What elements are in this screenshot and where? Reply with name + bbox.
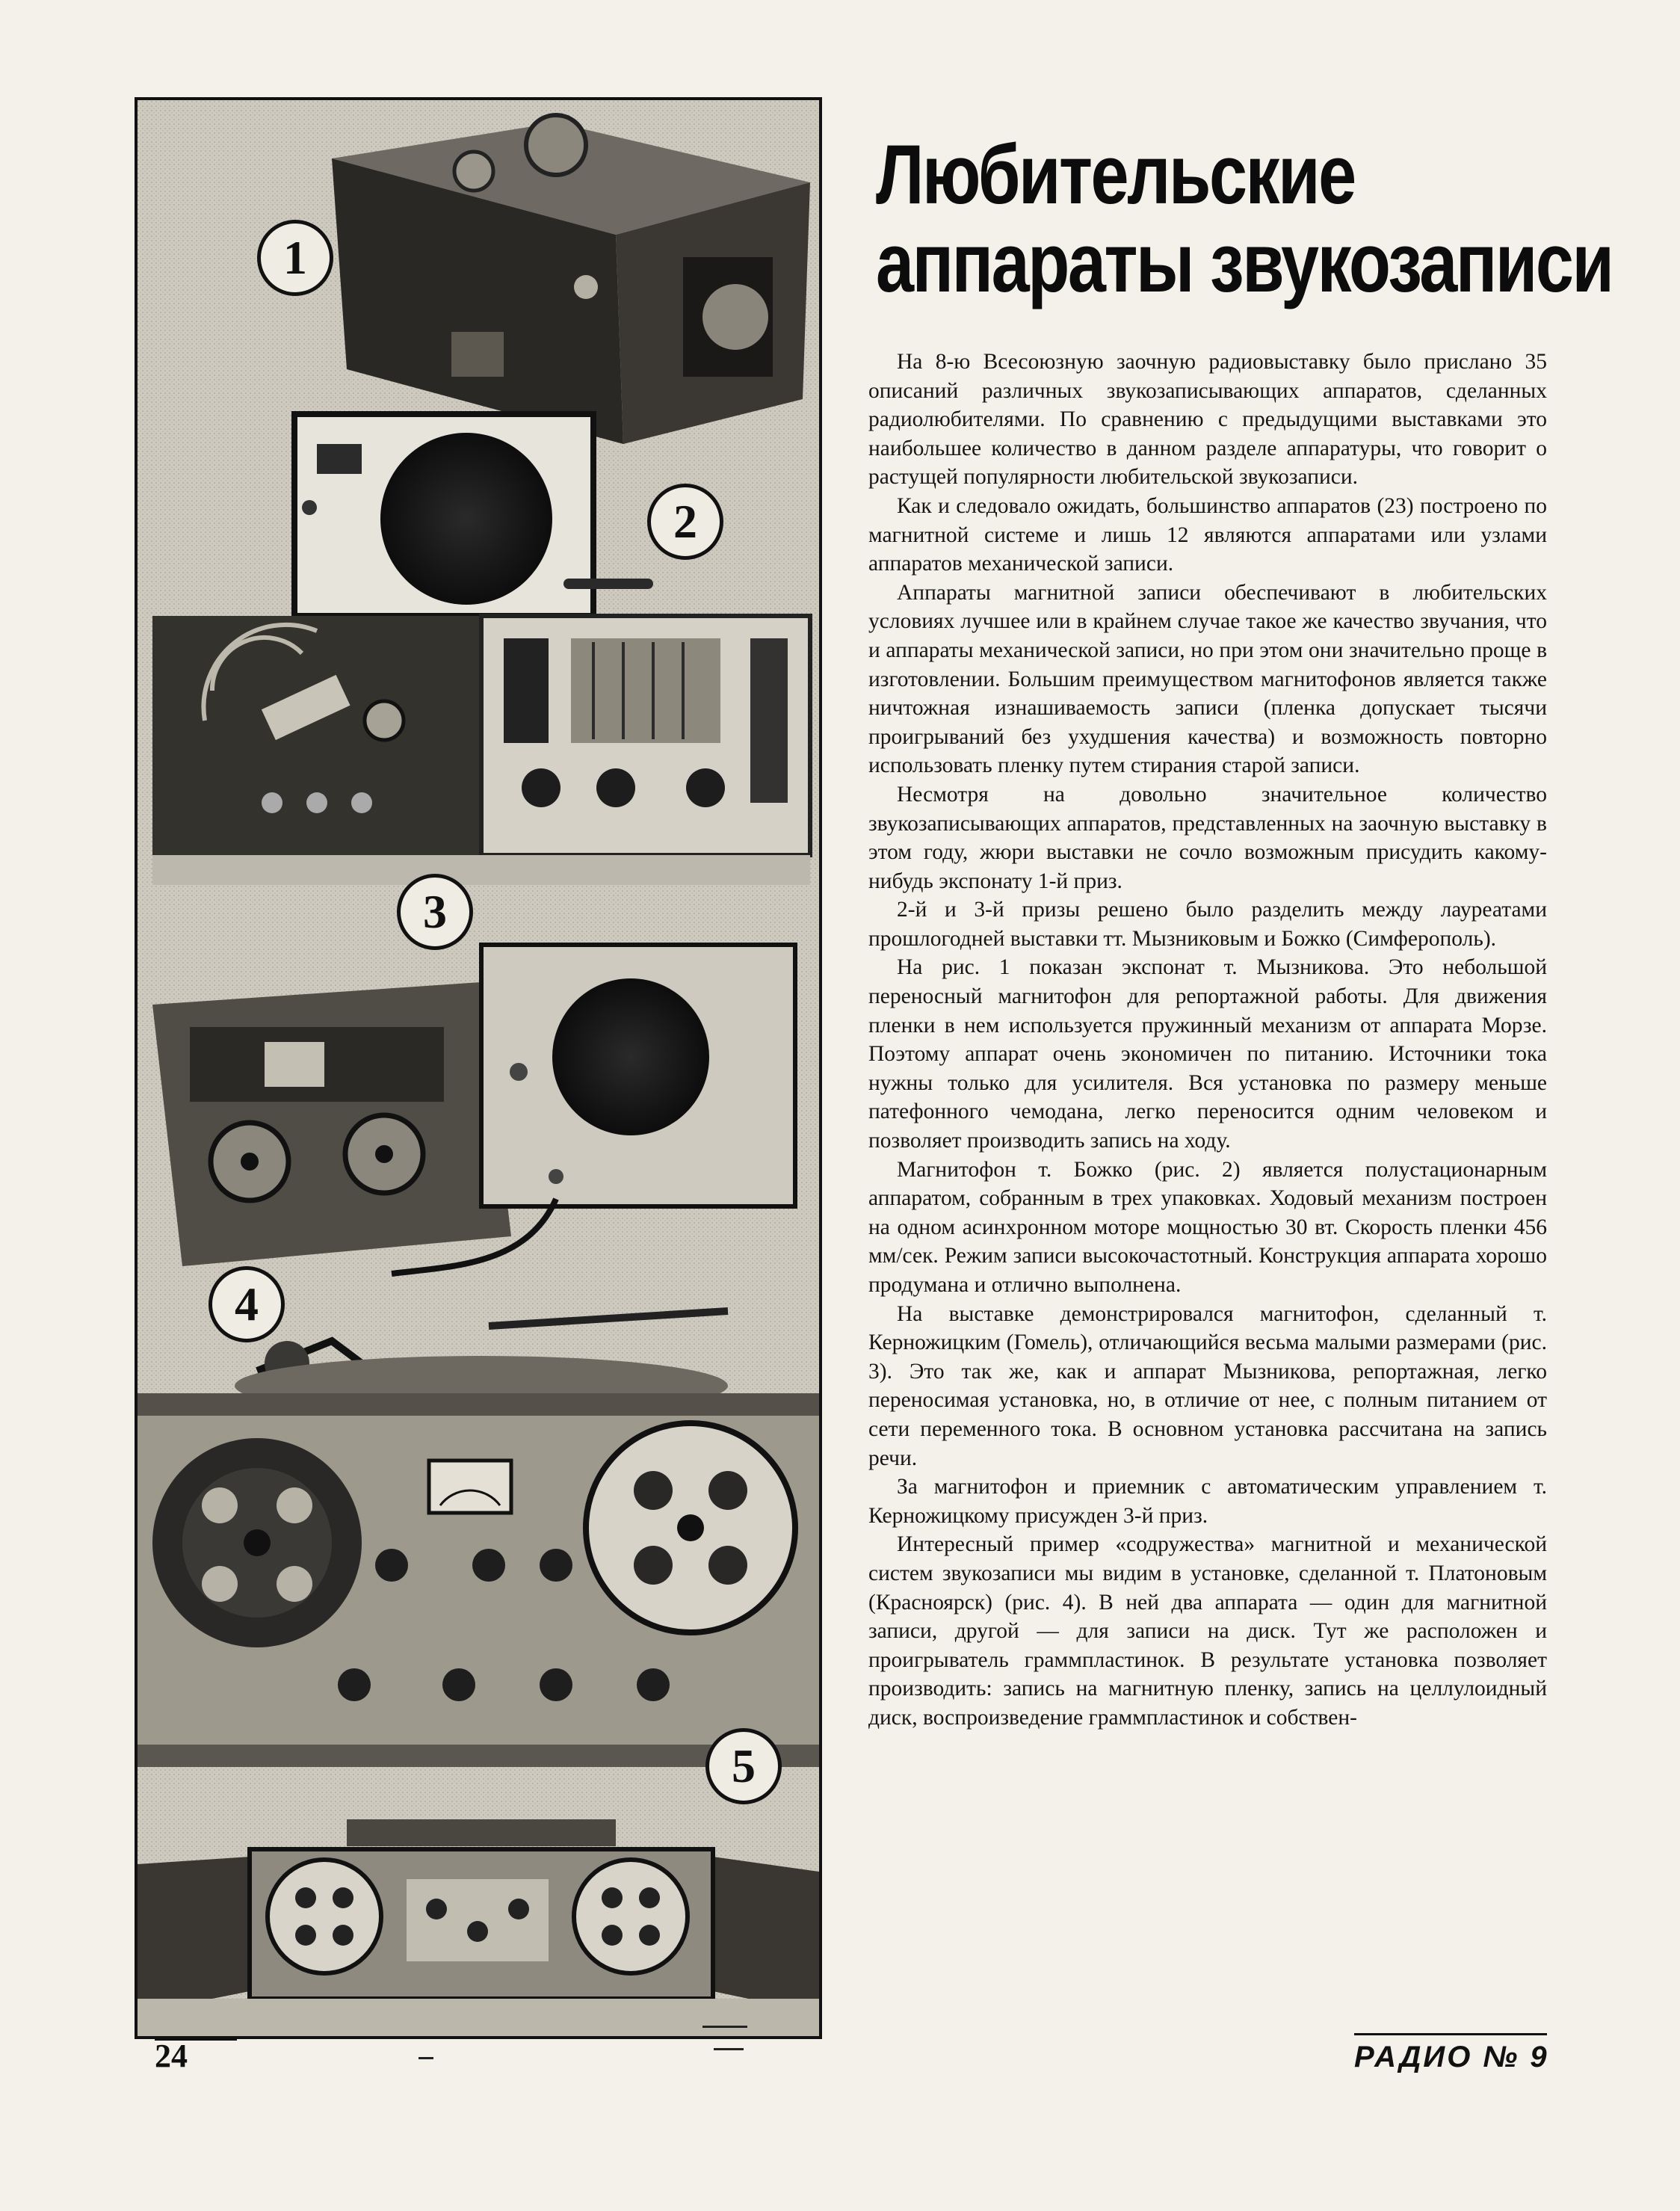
paragraph: 2-й и 3-й призы решено было разделить между лауреатами прошлогодней выставки тт. Мызниковым и Божко (Симферополь). (868, 898, 1547, 951)
paragraph: Несмотря на довольно значительное количество звукозаписывающих аппаратов, представленных на заочную выставку в этом году, жюри выставки не сочло возможным присудить какому-нибудь экспонату 1-й приз. (868, 782, 1547, 893)
print-speck (714, 2048, 744, 2050)
paragraph: На 8-ю Всесоюзную заочную радиовыставку было прислано 35 описаний различных звукозаписывающих аппаратов, сделанных радиолюбителями. По сравнению с предыдущими выставками это наибольшее количество в данном разделе аппаратуры, что говорит о растущей популярности любительской звукозаписи. (868, 350, 1547, 490)
figure-2-3-panels (152, 579, 810, 885)
paragraph: Интересный пример «содружества» магнитной и механической систем звукозаписи мы видим в установке, сделанной т. Платоновым (Красноярск) (рис. 4). В ней два аппарата — один для магнитной записи, другой — для записи на диск. Тут же расположен и проигрыватель граммпластинок. В результате установка позволяет производить: запись на магнитную пленку, запись на целлулоидный диск, воспроизведение граммпластинок и собствен- (868, 1532, 1547, 1730)
page-number: 24 (155, 2038, 188, 2074)
figure-label-1: 1 (257, 220, 333, 296)
paragraph: Аппараты магнитной записи обеспечивают в любительских условиях лучшее или в крайнем случае такое же качество звучания, что и аппараты механической записи, но при этом они значительно проще в изготовлении. Большим преимуществом магнитофонов является также ничтожная изнашиваемость записи (пленка допускает тысячи проигрываний без ухудшения качества) и возможность повторно использовать пленку путем стирания старой записи. (868, 580, 1547, 778)
title-line-1: Любительские (876, 128, 1355, 221)
print-speck (702, 2026, 747, 2028)
figure-label-4: 4 (209, 1266, 285, 1342)
figure-label-2: 2 (647, 484, 723, 560)
journal-name: РАДИО № 9 (1354, 2041, 1549, 2073)
paragraph: Магнитофон т. Божко (рис. 2) является полустационарным аппаратом, собранным в трех упаковках. Ходовый механизм построен на одном асинхронном моторе мощностью 30 вт. Скорость пленки 456 мм/сек. Режим записи высокочастотный. Конструкция аппарата хорошо продумана и отлично выполнена. (868, 1157, 1547, 1297)
article-body (868, 348, 1547, 1733)
paragraph: Как и следовало ожидать, большинство аппаратов (23) построено по магнитной системе и лишь 12 являются аппаратами или узлами аппаратов механической записи. (868, 493, 1547, 576)
print-speck (419, 2057, 433, 2059)
footer-rule-right (1354, 2033, 1547, 2035)
paragraph: На рис. 1 показан экспонат т. Мызникова. Это небольшой переносный магнитофон для репортажной работы. Для движения пленки в нем используется пружинный механизм от аппарата Морзе. Поэтому аппарат очень экономичен по питанию. Источники тока нужны только для усилителя. Вся установка по размеру меньше патефонного чемодана, легко переносится одним человеком и позволяет производить запись на ходу. (868, 955, 1547, 1153)
figure-2-speaker (294, 414, 593, 616)
article-title (876, 128, 1613, 309)
figure-label-3: 3 (397, 874, 473, 950)
paragraph: На выставке демонстрировался магнитофон, сделанный т. Керножицким (Гомель), отличающийся весьма малыми размерами (рис. 3). Это так же, как и аппарат Мызникова, репортажная, легко переносимая установка, но, в отличие от нее, с полным питанием от сети переменного тока. В основном установка рассчитана на запись речи. (868, 1301, 1547, 1470)
figure-label-5: 5 (705, 1728, 782, 1804)
title-line-2: аппараты звукозаписи (876, 216, 1613, 309)
photo-collage (135, 97, 822, 2039)
paragraph: За магнитофон и приемник с автоматическим управлением т. Керножицкому присужден 3-й приз. (868, 1475, 1547, 1528)
